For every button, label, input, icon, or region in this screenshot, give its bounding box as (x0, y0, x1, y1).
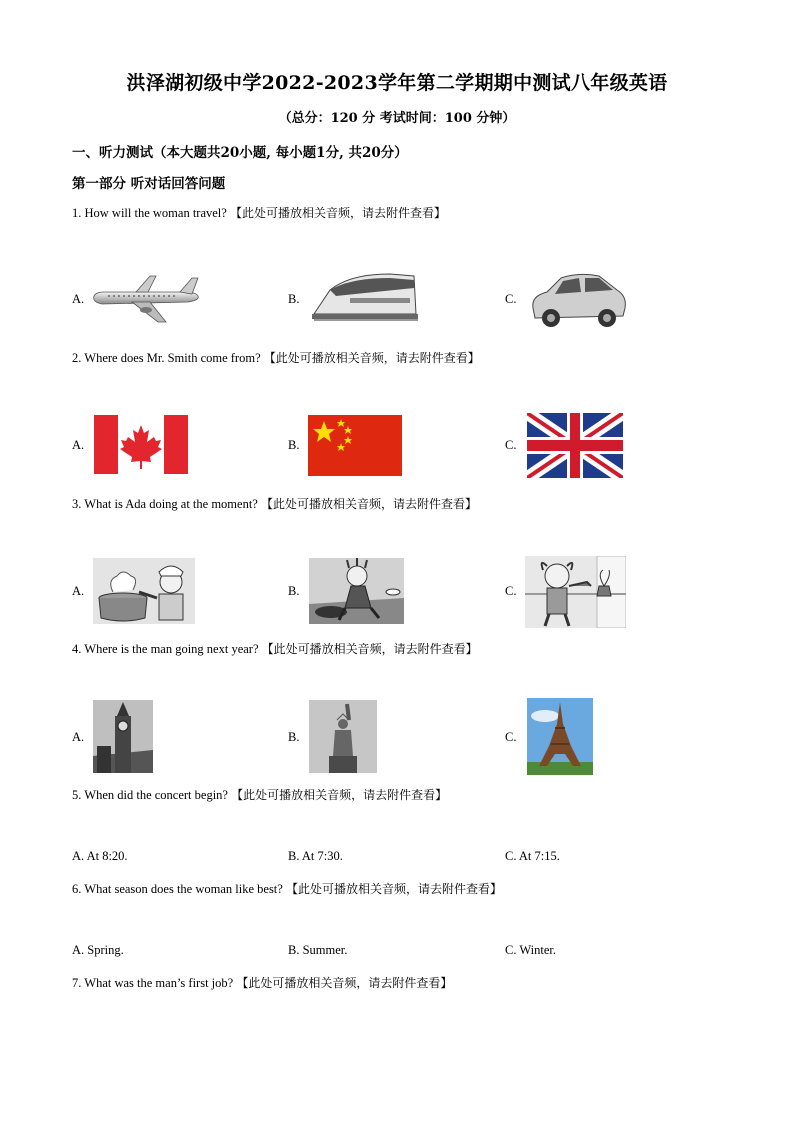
audio-note[interactable]: 【此处可播放相关音频，请去附件查看】 (231, 788, 448, 802)
option-letter: A. (72, 438, 85, 452)
audio-note[interactable]: 【此处可播放相关音频，请去附件查看】 (285, 882, 502, 896)
car-icon (527, 268, 629, 330)
option-letter: B. (288, 438, 300, 452)
question-2 (72, 349, 480, 366)
question-5 (72, 786, 447, 803)
canada-flag-icon (94, 415, 188, 474)
question-text: 5. When did the concert begin? (72, 788, 228, 802)
option-letter: B. (288, 584, 300, 598)
audio-note[interactable]: 【此处可播放相关音频，请去附件查看】 (229, 206, 446, 220)
question-text: 1. How will the woman travel? (72, 206, 227, 220)
audio-note[interactable]: 【此处可播放相关音频，请去附件查看】 (261, 642, 478, 656)
question-4 (72, 640, 478, 657)
watering-plant-icon (525, 556, 626, 628)
question-text: 4. Where is the man going next year? (72, 642, 259, 656)
big-ben-icon (93, 700, 153, 773)
uk-flag-icon (527, 413, 623, 478)
question-text: 3. What is Ada doing at the moment? (72, 497, 258, 511)
part-heading: 第一部分 听对话回答问题 (72, 176, 226, 192)
audio-note[interactable]: 【此处可播放相关音频，请去附件查看】 (263, 351, 480, 365)
audio-note[interactable]: 【此处可播放相关音频，请去附件查看】 (260, 497, 477, 511)
option-c[interactable]: C. Winter. (505, 943, 557, 957)
question-text: 6. What season does the woman like best? (72, 882, 283, 896)
question-text: 2. Where does Mr. Smith come from? (72, 351, 261, 365)
question-6 (72, 880, 502, 897)
airplane-icon (88, 272, 203, 324)
eiffel-tower-icon (527, 698, 593, 775)
option-letter: B. (288, 292, 300, 306)
option-letter: A. (72, 292, 85, 306)
option-letter: A. (72, 730, 85, 744)
option-letter: B. (288, 730, 300, 744)
china-flag-icon (308, 415, 402, 476)
train-icon (310, 266, 420, 322)
option-letter: C. (505, 584, 517, 598)
option-b[interactable]: B. Summer. (288, 943, 348, 957)
statue-of-liberty-icon (309, 700, 377, 773)
option-a[interactable]: A. At 8:20. (72, 849, 128, 863)
option-b[interactable]: B. At 7:30. (288, 849, 343, 863)
question-3 (72, 495, 477, 512)
option-letter: A. (72, 584, 85, 598)
page-subtitle: （总分：120 分 考试时间：100 分钟） (278, 111, 516, 126)
question-7 (72, 974, 452, 991)
audio-note[interactable]: 【此处可播放相关音频，请去附件查看】 (236, 976, 453, 990)
page-title: 洪泽湖初级中学2022-2023学年第二学期期中测试八年级英语 (126, 72, 668, 94)
option-letter: C. (505, 292, 517, 306)
option-letter: C. (505, 438, 517, 452)
cleaning-floor-icon (309, 558, 404, 624)
section-heading: 一、听力测试（本大题共20小题, 每小题1分, 共20分） (72, 145, 408, 161)
option-letter: C. (505, 730, 517, 744)
cooking-icon (93, 558, 195, 624)
question-1 (72, 204, 446, 221)
option-c[interactable]: C. At 7:15. (505, 849, 560, 863)
option-a[interactable]: A. Spring. (72, 943, 124, 957)
question-text: 7. What was the man’s first job? (72, 976, 234, 990)
